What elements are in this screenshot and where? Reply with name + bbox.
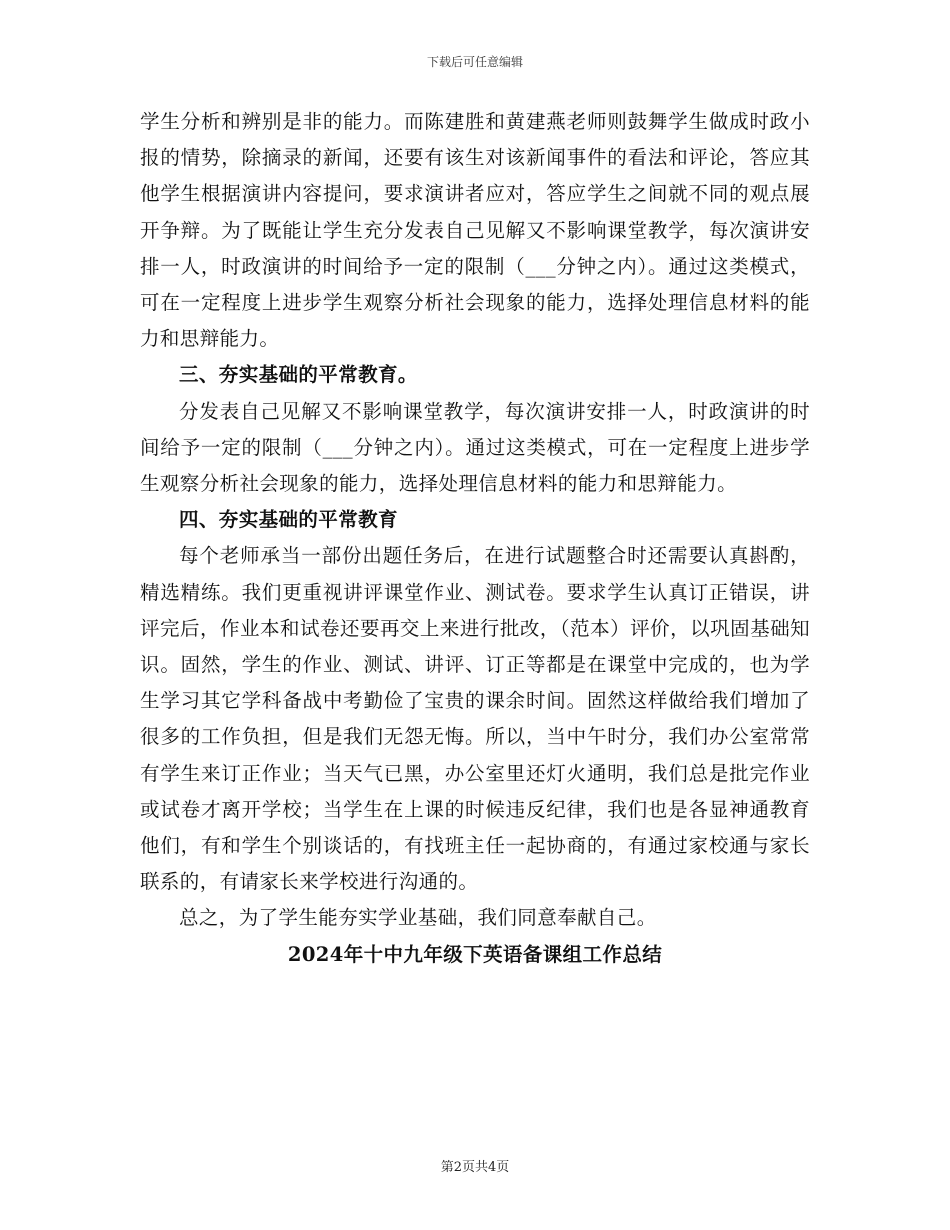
next-document-title: 2024年十中九年级下英语备课组工作总结 [287,942,663,966]
paragraph-section-3: 分发表自己见解又不影响课堂教学，每次演讲安排一人，时政演讲的时间给予一定的限制（___分钟之内）。通过这类模式，可在一定程度上进步学生观察分析社会现象的能力，选择处理信息材料的能力和思辩能力。 [140,399,810,496]
document-body [140,104,810,973]
page-number: 第2页共4页 [440,1160,510,1175]
paragraph-summary: 总之，为了学生能夯实学业基础，我们同意奉献自己。 [179,906,657,930]
page-header: 下载后可任意编辑 [426,55,523,69]
section-heading-4: 四、夯实基础的平常教育 [179,508,398,532]
paragraph-section-4: 每个老师承当一部份出题任务后，在进行试题整合时还需要认真斟酌，精选精练。我们更重视讲评课堂作业、测试卷。要求学生认真订正错误，讲评完后，作业本和试卷还要再交上来进行批改，（范本）评价，以巩固基础知识。固然，学生的作业、测试、讲评、订正等都是在课堂中完成的，也为学生学习其它学科备战中考勤俭了宝贵的课余时间。固然这样做给我们增加了很多的工作负担，但是我们无怨无悔。所以，当中午时分，我们办公室常常有学生来订正作业；当天气已黑，办公室里还灯火通明，我们总是批完作业或试卷才离开学校；当学生在上课的时候违反纪律，我们也是各显神通教育他们，有和学生个别谈话的，有找班主任一起协商的，有通过家校通与家长联系的，有请家长来学校进行沟通的。 [140,544,810,894]
paragraph-intro: 学生分析和辨别是非的能力。而陈建胜和黄建燕老师则鼓舞学生做成时政小报的情势，除摘录的新闻，还要有该生对该新闻事件的看法和评论，答应其他学生根据演讲内容提问，要求演讲者应对，答应学生之间就不同的观点展开争辩。为了既能让学生充分发表自己见解又不影响课堂教学，每次演讲安排一人，时政演讲的时间给予一定的限制（___分钟之内）。通过这类模式，可在一定程度上进步学生观察分析社会现象的能力，选择处理信息材料的能力和思辩能力。 [140,110,810,351]
section-heading-3: 三、夯实基础的平常教育。 [179,363,418,387]
